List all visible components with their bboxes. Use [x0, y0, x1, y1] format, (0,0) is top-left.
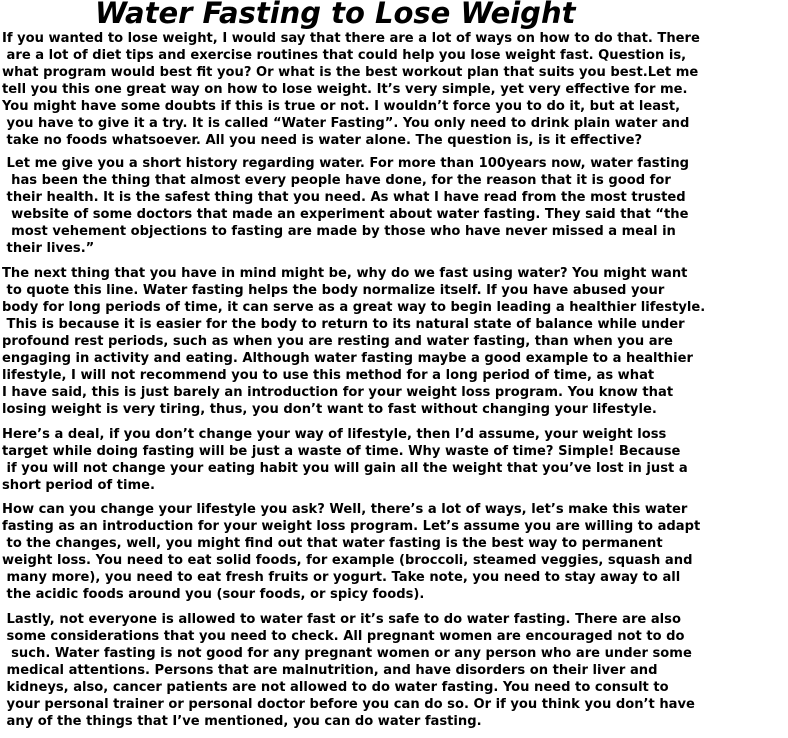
text-line: medical attentions. Persons that are malnutrition, and have disorders on their liver and: [2, 663, 658, 678]
text-line: This is because it is easier for the body to return to its natural state of balance while under: [2, 317, 685, 332]
text-line: are a lot of diet tips and exercise routines that could help you lose weight fast. Question is,: [2, 48, 687, 63]
paragraph-deal: [2, 426, 688, 494]
text-line: I have said, this is just barely an introduction for your weight loss program. You know that: [2, 385, 674, 400]
text-line: kidneys, also, cancer patients are not allowed to do water fasting. You need to consult to: [2, 680, 669, 695]
text-line: weight loss. You need to eat solid foods, for example (broccoli, steamed veggies, squash and: [2, 553, 693, 568]
paragraph-lastly: [2, 611, 695, 730]
text-line: If you wanted to lose weight, I would say that there are a lot of ways on how to do that. There: [2, 31, 700, 46]
paragraph-why-water: [2, 265, 705, 418]
text-line: has been the thing that almost every people have done, for the reason that it is good for: [2, 173, 671, 188]
text-line: The next thing that you have in mind might be, why do we fast using water? You might want: [2, 266, 688, 281]
text-line: losing weight is very tiring, thus, you don’t want to fast without changing your lifestyle.: [2, 402, 657, 417]
text-line: some considerations that you need to check. All pregnant women are encouraged not to do: [2, 629, 685, 644]
text-line: take no foods whatsoever. All you need is water alone. The question is, is it effective?: [2, 133, 643, 148]
text-line: engaging in activity and eating. Although water fasting maybe a good example to a healthier: [2, 351, 693, 366]
page-title: Water Fasting to Lose Weight: [95, 0, 576, 30]
text-line: the acidic foods around you (sour foods, or spicy foods).: [2, 587, 425, 602]
text-line: if you will not change your eating habit you will gain all the weight that you’ve lost in just a: [2, 461, 688, 476]
text-line: to quote this line. Water fasting helps the body normalize itself. If you have abused your: [2, 283, 665, 298]
text-line: their health. It is the safest thing that you need. As what I have read from the most trusted: [2, 190, 686, 205]
text-line: You might have some doubts if this is true or not. I wouldn’t force you to do it, but at least,: [2, 99, 681, 114]
text-line: website of some doctors that made an experiment about water fasting. They said that “the: [2, 207, 689, 222]
paragraph-intro: [2, 30, 700, 149]
text-line: lifestyle, I will not recommend you to use this method for a long period of time, as what: [2, 368, 655, 383]
text-line: Lastly, not everyone is allowed to water fast or it’s safe to do water fasting. There are also: [2, 612, 681, 627]
text-line: How can you change your lifestyle you ask? Well, there’s a lot of ways, let’s make this water: [2, 502, 688, 517]
text-line: tell you this one great way on how to lose weight. It’s very simple, yet very effective for me.: [2, 82, 688, 97]
text-line: target while doing fasting will be just a waste of time. Why waste of time? Simple! Because: [2, 444, 681, 459]
text-line: you have to give it a try. It is called “Water Fasting”. You only need to drink plain water and: [2, 116, 690, 131]
text-line: Here’s a deal, if you don’t change your way of lifestyle, then I’d assume, your weight loss: [2, 427, 667, 442]
paragraph-lifestyle: [2, 501, 700, 603]
text-line: Let me give you a short history regarding water. For more than 100years now, water fasting: [2, 156, 690, 171]
text-line: such. Water fasting is not good for any pregnant women or any person who are under some: [2, 646, 692, 661]
text-line: their lives.”: [2, 241, 95, 256]
text-line: many more), you need to eat fresh fruits or yogurt. Take note, you need to stay away to all: [2, 570, 681, 585]
text-line: fasting as an introduction for your weight loss program. Let’s assume you are willing to adapt: [2, 519, 701, 534]
text-line: any of the things that I’ve mentioned, you can do water fasting.: [2, 714, 482, 729]
text-line: body for long periods of time, it can serve as a great way to begin leading a healthier lifestyle.: [2, 300, 706, 315]
text-line: to the changes, well, you might find out that water fasting is the best way to permanent: [2, 536, 663, 551]
text-line: what program would best fit you? Or what is the best workout plan that suits you best.Let me: [2, 65, 699, 80]
text-line: most vehement objections to fasting are made by those who have never missed a meal in: [2, 224, 676, 239]
text-line: profound rest periods, such as when you are resting and water fasting, than when you are: [2, 334, 673, 349]
text-line: your personal trainer or personal doctor before you can do so. Or if you think you don’t have: [2, 697, 695, 712]
text-line: short period of time.: [2, 478, 156, 493]
paragraph-history: [2, 155, 689, 257]
